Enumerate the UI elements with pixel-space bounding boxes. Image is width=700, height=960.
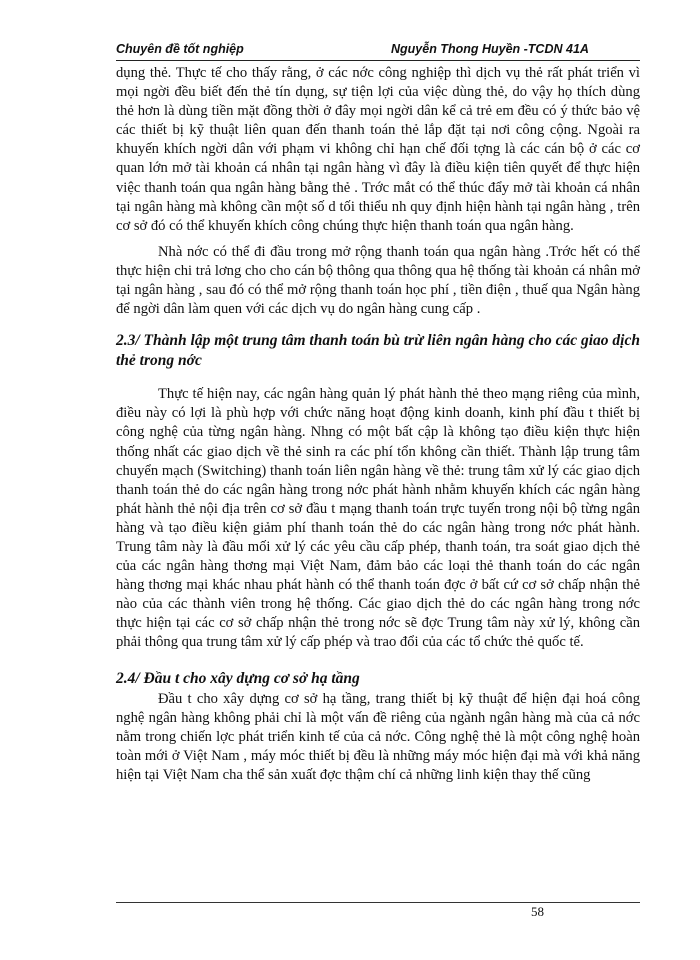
document-body <box>116 64 640 785</box>
paragraph-4: Đầu t cho xây dựng cơ sở hạ tầng, trang thiết bị kỹ thuật để hiện đại hoá công nghệ ngân hàng không phải chỉ là một vấn đề riêng của ngành ngân hàng mà của cả nớc nằm trong chiến lợc phát triển kinh tế của cả nớc. Công nghệ thẻ là một công nghệ hoàn toàn mới ở Việt Nam , máy móc thiết bị đều là những máy móc hiện đại mà với khả năng hiện tại Việt Nam cha thể sản xuất đợc thậm chí cả những linh kiện thay thế cũng <box>116 690 640 783</box>
header-left-title: Chuyên đề tốt nghiệp <box>116 42 244 56</box>
header-right-author: Nguyễn Thong Huyền -TCDN 41A <box>391 42 589 56</box>
paragraph-2: Nhà nớc có thể đi đầu trong mở rộng thanh toán qua ngân hàng .Trớc hết có thể thực hiện chi trả lơng cho cho cán bộ thông qua thông qua hệ thống tài khoản cá nhân mở tại ngân hàng , sau đó có thể mở rộng thanh toán học phí , tiền điện , thuế qua Ngân hàng để ngời dân làm quen với các dịch vụ do ngân hàng cung cấp . <box>116 243 640 318</box>
footer-rule <box>116 902 640 903</box>
paragraph-3: Thực tế hiện nay, các ngân hàng quản lý phát hành thẻ theo mạng riêng của mình, điều này có lợi là phù hợp với chức năng hoạt động kinh doanh, kinh phí đầu t thiết bị công nghệ của từng ngân hàng. Nhng có một bất cập là không tạo điều kiện thực hiện thống nhất các giao dịch về thẻ sinh ra các phí tổn không cần thiết. Thành lập trung tâm chuyển mạch (Switching) thanh toán liên ngân hàng về thẻ: trung tâm xử lý các giao dịch thanh toán thẻ do các ngân hàng trong nớc phát hành nhằm khuyến khích các ngân hàng phát hành thẻ nội địa trên cơ sở đầu t mạng thanh toán trực tuyến trong nội bộ từng ngân hàng và tạo điều kiện giảm phí thanh toán thẻ do các ngân hàng trong nớc phát hành. Trung tâm này là đầu mối xử lý các yêu cầu cấp phép, thanh toán, tra soát giao dịch thẻ của các ngân hàng thơng mại Việt Nam, đảm bảo các loại thẻ thanh toán do các ngân hàng thơng mại khác nhau phát hành có thể thanh toán đợc ở bất cứ cơ sở chấp nhận thẻ nào của các thành viên trong hệ thống. Các giao dịch thẻ do các ngân hàng trong nớc thực hiện tại các cơ sở chấp nhận thẻ trong nớc sẽ đợc Trung tâm này xử lý, không cần phải thông qua trung tâm xử lý cấp phép và trao đổi của các tổ chức thẻ quốc tế. <box>116 386 640 651</box>
section-heading-2-4: 2.4/ Đầu t cho xây dựng cơ sở hạ tầng <box>116 669 360 687</box>
paragraph-1: dụng thẻ. Thực tế cho thấy rằng, ở các nớc công nghiệp thì dịch vụ thẻ rất phát triển vì mọi ngời đều biết đến thẻ tín dụng, sự tiện lợi của việc dùng thẻ, do vậy họ thích dùng thẻ hơn là dùng tiền mặt đồng thời ở đây mọi ngời dân kể cả trẻ em đều có ý thức bảo vệ các thiết bị kỹ thuật liên quan đến thanh toán thẻ lắp đặt tại nơi công cộng. Ngoài ra khuyến khích ngời dân với phạm vi không chỉ hạn chế đối tợng là các cán bộ ở các cơ quan lớn mở tài khoản cá nhân tại ngân hàng vì đây là điều kiện tiên quyết để thực hiện việc thanh toán qua ngân hàng bằng thẻ . Trớc mắt có thể thúc đẩy mở tài khoản cá nhân tại ngân hàng mà không cần một số d tối thiểu nh quy định hiện hành tại ngân hàng , trên cơ sở đó có thể khuyến khích công chúng thực hiện thanh toán qua ngân hàng. <box>116 65 640 234</box>
page-number: 58 <box>531 904 544 919</box>
section-heading-2-3: 2.3/ Thành lập một trung tâm thanh toán bù trừ liên ngân hàng cho các giao dịch thẻ trong nớc <box>116 332 640 370</box>
running-header <box>116 40 640 61</box>
